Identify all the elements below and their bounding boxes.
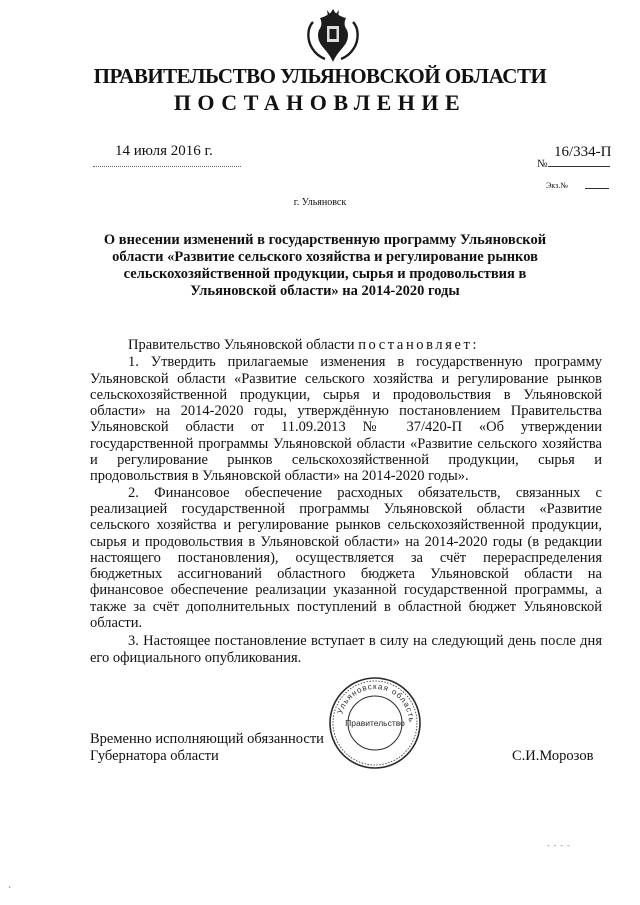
position-line-2: Губернатора области [90, 747, 219, 764]
number-sign: № [537, 158, 548, 170]
svg-text:Ульяновская область: Ульяновская область [335, 681, 417, 724]
position-line-1: Временно исполняющий обязанности [90, 731, 324, 747]
signatory-position [90, 731, 324, 764]
document-type-title: ПОСТАНОВЛЕНИЕ [173, 90, 467, 115]
document-body [90, 337, 602, 666]
copy-number-label: Экз.№ [546, 181, 568, 190]
scan-mark: - - - - [547, 841, 571, 850]
copy-number-underline [585, 188, 609, 189]
document-number: 16/334-П [554, 144, 612, 160]
preamble-verb: постановляет: [358, 337, 480, 353]
paragraph-2: 2. Финансовое обеспечение расходных обязательств, связанных с реализацией государственной программы Ульяновской области «Развитие сельского хозяйства и регулирование рынков сельскохозяйственной продукции, сырья и продовольствия в Ульяновской области» на 2014-2020 годы (в редакции настоящего постановления), осуществляется за счёт перераспределения бюджетных ассигнований областного бюджета Ульяновской области на финансовое обеспечение реализации указанной государственной программы, а также за счёт дополнительных поступлений в областной бюджет Ульяновской области. [90, 484, 602, 632]
government-name: ПРАВИТЕЛЬСТВО УЛЬЯНОВСКОЙ ОБЛАСТИ [93, 64, 547, 88]
document-subject: О внесении изменений в государственную программу Ульяновской области «Развитие сельского хозяйства и регулирование рынков сельскохозяйственной продукции, сырья и продовольствия в Ульяновской области» на 2014-2020 годы [103, 232, 547, 299]
paragraph-3: 3. Настоящее постановление вступает в силу на следующий день после дня его официального опубликования. [90, 633, 602, 666]
preamble [90, 337, 602, 353]
date-underline [93, 166, 241, 167]
city-name: г. Ульяновск [293, 197, 347, 208]
coat-of-arms-icon [303, 8, 363, 66]
corner-mark: ` [8, 885, 11, 895]
document-date: 14 июля 2016 г. [115, 143, 213, 159]
preamble-prefix: Правительство Ульяновской области [128, 337, 355, 353]
official-seal [328, 676, 422, 770]
svg-text:Правительство: Правительство [345, 718, 405, 728]
number-underline [548, 166, 610, 167]
signatory-name: С.И.Морозов [512, 748, 594, 764]
paragraph-1: 1. Утвердить прилагаемые изменения в государственную программу Ульяновской области «Развитие сельского хозяйства и регулирование рынков сельскохозяйственной продукции, сырья и продовольствия в Ульяновской области» на 2014-2020 годы, утверждённую постановлением Правительства Ульяновской области от 11.09.2013 № 37/420-П «Об утверждении государственной программы Ульяновской области «Развитие сельского хозяйства и регулирование рынков сельскохозяйственной продукции, сырья и продовольствия в Ульяновской области» на 2014-2020 годы». [90, 354, 602, 485]
